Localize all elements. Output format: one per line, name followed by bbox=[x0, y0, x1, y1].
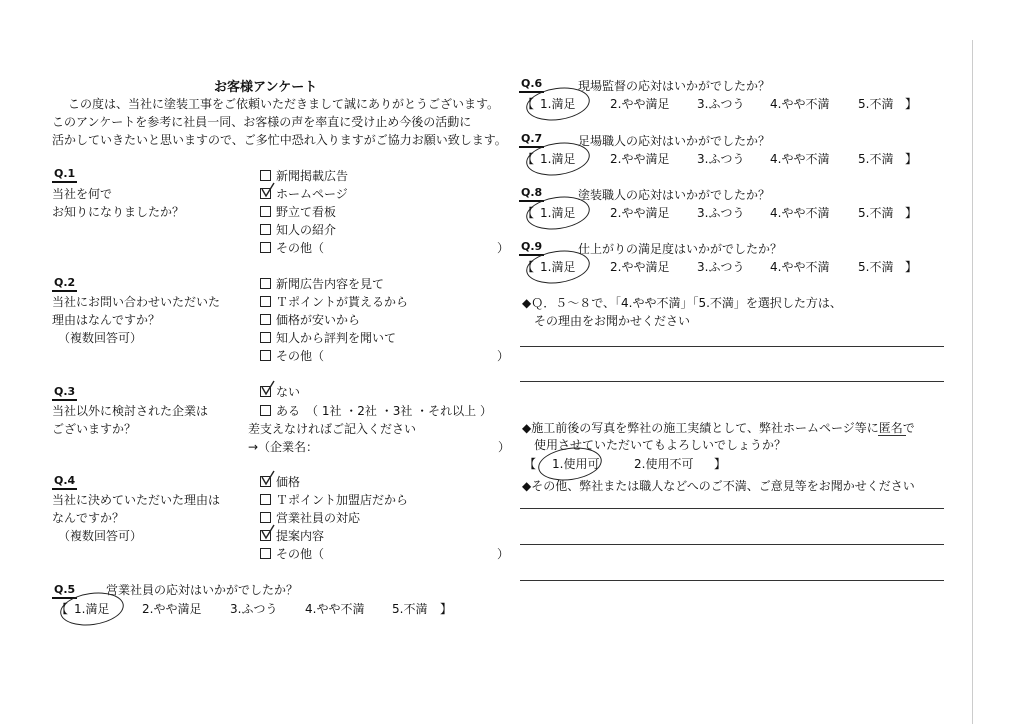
q3-company: →（企業名： bbox=[248, 440, 319, 454]
q7-choice-4[interactable]: 4.やや不満 bbox=[770, 152, 830, 166]
checkbox[interactable] bbox=[260, 170, 271, 181]
q1-other-close-paren: ） bbox=[497, 241, 510, 255]
q8-choice-5[interactable]: 5.不満 bbox=[858, 206, 894, 220]
handwritten-check-icon bbox=[261, 524, 277, 540]
survey-title: お客様アンケート bbox=[214, 80, 318, 95]
q6-choice-5[interactable]: 5.不満 bbox=[858, 97, 894, 111]
q6-choice-3[interactable]: 3.ふつう bbox=[697, 97, 745, 111]
q4-question-line-2: なんですか？ bbox=[52, 511, 125, 525]
handwritten-check-icon bbox=[261, 380, 277, 396]
q2-option-1[interactable] bbox=[260, 276, 384, 292]
q4-option-label: Ｔポイント加盟店だから bbox=[276, 493, 409, 507]
comments-line-2[interactable] bbox=[520, 544, 944, 545]
q7-question: 足場職人の応対はいかがでしたか？ bbox=[578, 134, 771, 148]
q4-label: Q.4 bbox=[52, 474, 77, 490]
q4-option-1[interactable] bbox=[260, 474, 300, 490]
q4-other-close-paren: ） bbox=[497, 547, 510, 561]
checkbox[interactable] bbox=[260, 386, 271, 397]
q6-choice-4[interactable]: 4.やや不満 bbox=[770, 97, 830, 111]
handwritten-check-icon bbox=[261, 182, 277, 198]
q9-choice-5[interactable]: 5.不満 bbox=[858, 260, 894, 274]
checkbox[interactable] bbox=[260, 278, 271, 289]
checkbox[interactable] bbox=[260, 548, 271, 559]
reason-prompt: ◆Ｑ．５～８で、「4.やや不満」「5.不満」を選択した方は、 bbox=[522, 296, 842, 310]
photo-bracket-open: 【 bbox=[524, 457, 537, 471]
q7-bracket-close: 】 bbox=[905, 152, 918, 166]
q1-option-5[interactable] bbox=[260, 240, 324, 256]
q2-option-4[interactable] bbox=[260, 330, 396, 346]
checkbox[interactable] bbox=[260, 224, 271, 235]
q5-bracket-open: 【 bbox=[56, 602, 69, 616]
checkbox[interactable] bbox=[260, 296, 271, 307]
q4-option-2[interactable] bbox=[260, 492, 408, 508]
q4-question-line-1: 当社に決めていただいた理由は bbox=[52, 493, 221, 507]
q3-option-1[interactable] bbox=[260, 384, 300, 400]
photo-bracket-close: 】 bbox=[714, 457, 727, 471]
photo-prompt-2: 使用させていただいてもよろしいでしょうか？ bbox=[534, 438, 787, 452]
q3-company-close: ） bbox=[498, 440, 511, 454]
q9-choice-3[interactable]: 3.ふつう bbox=[697, 260, 745, 274]
checkbox[interactable] bbox=[260, 206, 271, 217]
q1-option-4[interactable] bbox=[260, 222, 336, 238]
q5-question: 営業社員の応対はいかがでしたか？ bbox=[106, 583, 299, 597]
checkbox[interactable] bbox=[260, 405, 271, 416]
q5-choice-2[interactable]: 2.やや満足 bbox=[142, 602, 202, 616]
q7-choice-2[interactable]: 2.やや満足 bbox=[610, 152, 670, 166]
q2-option-3[interactable] bbox=[260, 312, 360, 328]
checkbox[interactable] bbox=[260, 332, 271, 343]
reason-answer-line-2[interactable] bbox=[520, 381, 944, 382]
q1-option-2[interactable] bbox=[260, 186, 348, 202]
q3-label: Q.3 bbox=[52, 385, 77, 401]
comments-line-3[interactable] bbox=[520, 580, 944, 581]
checkbox[interactable] bbox=[260, 530, 271, 541]
q2-option-label: 知人から評判を聞いて bbox=[276, 331, 397, 345]
checkbox[interactable] bbox=[260, 242, 271, 253]
q3-question-line-2: ございますか？ bbox=[52, 422, 137, 436]
q9-choice-1[interactable]: 1.満足 bbox=[540, 260, 576, 274]
q6-label: Q.6 bbox=[519, 77, 544, 93]
q3-option-label: ない bbox=[276, 385, 301, 399]
q1-option-label: その他（ bbox=[276, 241, 325, 255]
q9-bracket-open: 【 bbox=[522, 260, 535, 274]
q2-option-label: その他（ bbox=[276, 349, 325, 363]
checkbox[interactable] bbox=[260, 188, 271, 199]
handwritten-check-icon bbox=[261, 470, 277, 486]
checkbox[interactable] bbox=[260, 314, 271, 325]
q9-bracket-close: 】 bbox=[905, 260, 918, 274]
intro-line-2: このアンケートを参考に社員一同、お客様の声を率直に受け止め今後の活動に bbox=[52, 115, 472, 129]
q9-choice-2[interactable]: 2.やや満足 bbox=[610, 260, 670, 274]
q2-question-line-3: （複数回答可） bbox=[58, 331, 143, 345]
q2-option-label: 新聞広告内容を見て bbox=[276, 277, 385, 291]
q7-bracket-open: 【 bbox=[522, 152, 535, 166]
intro-line-3: 活かしていきたいと思いますので、ご多忙中恐れ入りますがご協力お願い致します。 bbox=[52, 133, 507, 147]
q1-option-label: 新聞掲載広告 bbox=[276, 169, 349, 183]
q7-label: Q.7 bbox=[519, 132, 544, 148]
q8-bracket-close: 】 bbox=[905, 206, 918, 220]
q6-choice-2[interactable]: 2.やや満足 bbox=[610, 97, 670, 111]
checkbox[interactable] bbox=[260, 476, 271, 487]
q8-choice-2[interactable]: 2.やや満足 bbox=[610, 206, 670, 220]
comments-prompt: ◆その他、弊社または職人などへのご不満、ご意見等をお聞かせください bbox=[522, 479, 915, 493]
q2-option-label: 価格が安いから bbox=[276, 313, 361, 327]
q8-bracket-open: 【 bbox=[522, 206, 535, 220]
q5-bracket-close: 】 bbox=[440, 602, 453, 616]
q4-option-5[interactable] bbox=[260, 546, 324, 562]
q4-option-label: 価格 bbox=[276, 475, 301, 489]
q7-choice-3[interactable]: 3.ふつう bbox=[697, 152, 745, 166]
q4-option-label: 営業社員の対応 bbox=[276, 511, 361, 525]
anonymous-underline bbox=[878, 435, 906, 436]
q5-choice-5[interactable]: 5.不満 bbox=[392, 602, 428, 616]
checkbox[interactable] bbox=[260, 512, 271, 523]
q1-option-3[interactable] bbox=[260, 204, 336, 220]
q5-choice-3[interactable]: 3.ふつう bbox=[230, 602, 278, 616]
q7-choice-1[interactable]: 1.満足 bbox=[540, 152, 576, 166]
photo-choice-1[interactable]: 1.使用可 bbox=[552, 457, 600, 471]
q2-option-5[interactable] bbox=[260, 348, 324, 364]
intro-line-1: この度は、当社に塗装工事をご依頼いただきまして誠にありがとうございます。 bbox=[68, 97, 500, 111]
comments-line-1[interactable] bbox=[520, 508, 944, 509]
q3-option-2[interactable] bbox=[260, 403, 492, 419]
q3-note: 差支えなければご記入ください bbox=[248, 422, 417, 436]
q3-option-label: ある （ 1社 ・2社 ・3社 ・それ以上 ） bbox=[276, 404, 492, 418]
q2-label: Q.2 bbox=[52, 276, 77, 292]
q2-other-close-paren: ） bbox=[497, 349, 510, 363]
photo-prompt: ◆施工前後の写真を弊社の施工実績として、弊社ホームページ等に匿名で bbox=[522, 421, 915, 435]
photo-choice-2[interactable]: 2.使用不可 bbox=[634, 457, 694, 471]
q2-question-line-1: 当社にお問い合わせいただいた bbox=[52, 295, 221, 309]
page-edge-line bbox=[972, 40, 973, 724]
q3-question-line-1: 当社以外に検討された企業は bbox=[52, 404, 209, 418]
q4-option-label: 提案内容 bbox=[276, 529, 325, 543]
q9-question: 仕上がりの満足度はいかがでしたか？ bbox=[578, 242, 783, 256]
q2-option-label: Ｔポイントが貰えるから bbox=[276, 295, 409, 309]
checkbox[interactable] bbox=[260, 350, 271, 361]
q1-option-label: 野立て看板 bbox=[276, 205, 337, 219]
q1-question-line-1: 当社を何で bbox=[52, 187, 113, 201]
q6-bracket-close: 】 bbox=[905, 97, 918, 111]
q1-question-line-2: お知りになりましたか？ bbox=[52, 205, 185, 219]
q6-question: 現場監督の応対はいかがでしたか？ bbox=[578, 79, 771, 93]
q8-choice-4[interactable]: 4.やや不満 bbox=[770, 206, 830, 220]
q7-choice-5[interactable]: 5.不満 bbox=[858, 152, 894, 166]
q8-question: 塗装職人の応対はいかがでしたか？ bbox=[578, 188, 771, 202]
q1-label: Q.1 bbox=[52, 167, 77, 183]
q4-option-label: その他（ bbox=[276, 547, 325, 561]
reason-prompt-2: その理由をお聞かせください bbox=[534, 314, 691, 328]
reason-answer-line-1[interactable] bbox=[520, 346, 944, 347]
q4-question-line-3: （複数回答可） bbox=[58, 529, 143, 543]
q9-label: Q.9 bbox=[519, 240, 544, 256]
q5-choice-1[interactable]: 1.満足 bbox=[74, 602, 110, 616]
q8-choice-3[interactable]: 3.ふつう bbox=[697, 206, 745, 220]
q8-choice-1[interactable]: 1.満足 bbox=[540, 206, 576, 220]
q2-option-2[interactable] bbox=[260, 294, 408, 310]
q1-option-label: ホームページ bbox=[276, 187, 348, 201]
q1-option-label: 知人の紹介 bbox=[276, 223, 337, 237]
q2-question-line-2: 理由はなんですか？ bbox=[52, 313, 161, 327]
q4-option-4[interactable] bbox=[260, 528, 324, 544]
q5-label: Q.5 bbox=[52, 583, 77, 599]
checkbox[interactable] bbox=[260, 494, 271, 505]
q5-choice-4[interactable]: 4.やや不満 bbox=[305, 602, 365, 616]
q6-choice-1[interactable]: 1.満足 bbox=[540, 97, 576, 111]
q6-bracket-open: 【 bbox=[522, 97, 535, 111]
q9-choice-4[interactable]: 4.やや不満 bbox=[770, 260, 830, 274]
q8-label: Q.8 bbox=[519, 186, 544, 202]
